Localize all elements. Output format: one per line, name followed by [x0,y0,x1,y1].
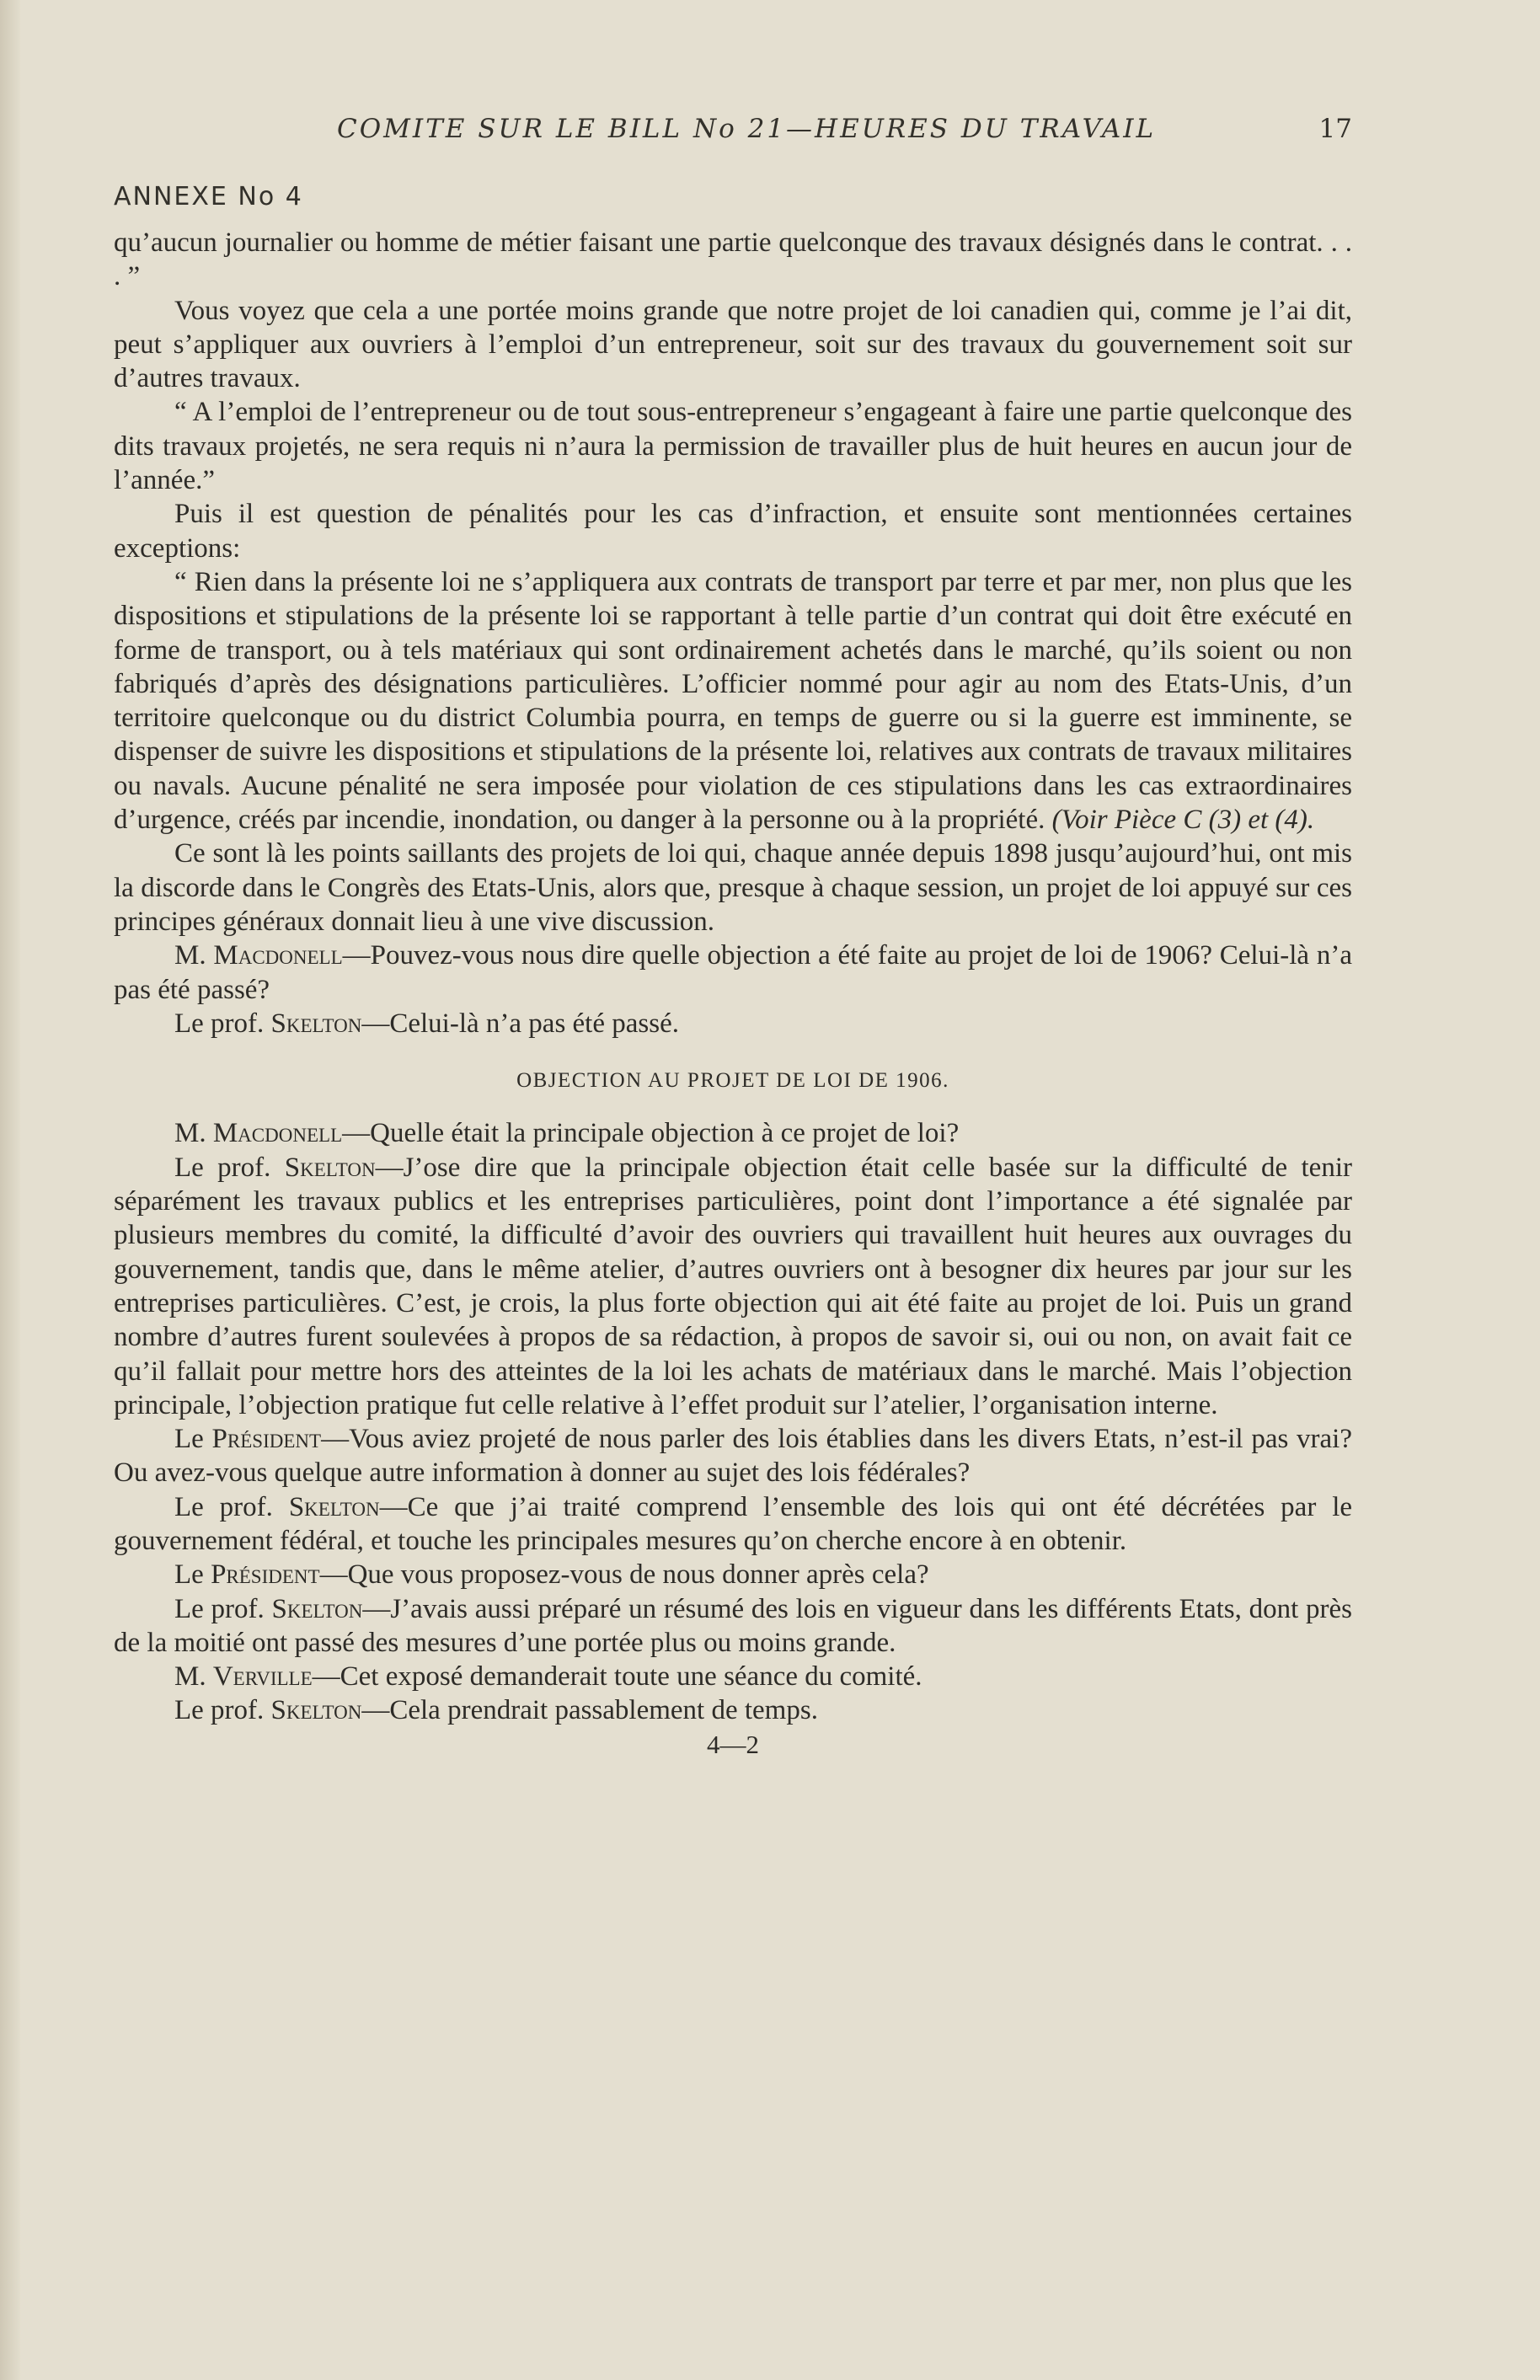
speech-text: —Ce que j’ai traité comprend l’ensemble des lois qui ont été décrétées par le gouvernement fédéral, et touche les principales mesures qu’on cherche encore à en obtenir. [114,1491,1353,1556]
speaker-name: Président [211,1559,320,1591]
speaker-name: Macdonell [212,1118,343,1149]
speaker-name: Skelton [270,1008,362,1039]
speaker-prefix: Le [174,1559,204,1591]
paragraph: “ A l’emploi de l’entrepreneur ou de tout sous-entrepreneur s’engageant à faire une partie quelconque des dits travaux projetés, ne sera requis ni n’aura la permission de travailler plus de huit heures en aucun jour de l’année.” [114,397,1352,496]
paragraph: Vous voyez que cela a une portée moins grande que notre projet de loi canadien qui, comme je l’ai dit, peut s’appliquer aux ouvriers à l’emploi d’un entrepreneur, soit sur des travaux du gouvernement soit sur d’autres travaux. [114,295,1352,394]
speaker-prefix: Le prof. [174,1695,265,1726]
speaker-prefix: Le prof. [174,1152,271,1183]
speech-text: —Pouvez-vous nous dire quelle objection a été faite au projet de loi de 1906? Celui-là n’a pas été passé? [114,940,1352,1005]
running-title: COMITE SUR LE BILL No 21—HEURES DU TRAVAIL [337,114,1157,144]
speech-text: —J’avais aussi préparé un résumé des lois en vigueur dans les différents Etats, dont près de la moitié ont passé des mesures d’une portée plus ou moins grande. [114,1593,1353,1658]
dialogue-line [114,1592,1352,1661]
page-number: 17 [1318,114,1352,144]
dialogue-line [114,1660,1352,1693]
speaker-prefix: Le prof. [174,1491,273,1522]
section-heading: OBJECTION AU PROJET DE LOI DE 1906. [516,1069,949,1093]
dialogue-line [114,1151,1352,1422]
speaker-prefix: M. [174,1118,206,1149]
speaker-name: Skelton [271,1593,363,1624]
page-binding-edge [0,0,20,2380]
speech-text: —Celui-là n’a pas été passé. [361,1008,679,1039]
speech-text: —J’ose dire que la principale objection était celle basée sur la difficulté de tenir séparément les travaux publics et les entreprises particulières, point dont l’importance a été signalée par plusieurs membres du comité, la difficulté d’avoir des ouvriers qui travaillent huit heures aux ouvrages du gouvernement, tandis que, dans le même atelier, d’autres ouvriers ont à besogner dix heures par jour sur les entreprises particulières. C’est, je crois, la plus forte objection qui ait été faite au projet de loi. Puis un grand nombre d’autres furent soulevées à propos de sa rédaction, à propos de savoir si, oui ou non, on avait fait ce qu’il fallait pour mettre hors des atteintes de la loi les achats de matériaux dans le marché. Mais l’objection principale, l’objection pratique fut celle relative à l’effet produit sur l’atelier, l’organisation interne. [114,1152,1352,1420]
annex-label: ANNEXE No 4 [114,182,303,211]
dialogue-line [114,939,1352,1007]
speaker-name: Verville [212,1661,313,1693]
paragraph: Puis il est question de pénalités pour les cas d’infraction, et ensuite sont mentionnées certaines exceptions: [114,499,1352,564]
speech-text: —Que vous proposez-vous de nous donner après cela? [319,1559,929,1591]
paragraph: qu’aucun journalier ou homme de métier faisant une partie quelconque des travaux désignés dans le contrat. . . . ” [114,227,1352,292]
quoted-text: “ Rien dans la présente loi ne s’appliquera aux contrats de transport par terre et par mer, non plus que les dispositions et stipulations de la présente loi se rapportant à telle partie d’un contrat qui doit être exécuté en forme de transport, ou à tels matériaux qui sont ordinairement achetés dans le marché, qu’ils soient ou non fabriqués d’après des désignations particulières. L’officier nommé pour agir au nom des Etats-Unis, d’un territoire quelconque ou du district Columbia pourra, en temps de guerre ou si la guerre est imminente, se dispenser de suivre les dispositions et stipulations de la présente loi, relatives aux contrats de travaux militaires ou navals. Aucune pénalité ne sera imposée pour violation de ces stipulations dans les cas extraordinaires d’urgence, créés par incendie, inondation, ou danger à la personne ou à la propriété. [114,566,1352,836]
speaker-prefix: Le prof. [174,1008,265,1039]
speaker-prefix: Le [174,1424,204,1455]
dialogue-line [114,1422,1352,1490]
signature-mark: 4—2 [707,1729,759,1759]
paragraph: Ce sont là les points saillants des projets de loi qui, chaque année depuis 1898 jusqu’aujourd’hui, ont mis la discorde dans le Congrès des Etats-Unis, alors que, presque à chaque session, un projet de loi appuyé sur ces principes généraux donnait lieu à une vive discussion. [114,838,1352,937]
speaker-prefix: M. [174,1661,206,1693]
dialogue-line [114,1116,1352,1150]
speech-text: —Cela prendrait passablement de temps. [361,1695,818,1726]
speaker-prefix: M. [174,940,206,971]
speaker-name: Skelton [288,1491,380,1522]
speaker-prefix: Le prof. [174,1593,265,1624]
paragraph [114,565,1352,837]
speech-text: —Cet exposé demanderait toute une séance du comité. [312,1661,922,1693]
speech-text: —Vous aviez projeté de nous parler des lois établies dans les divers Etats, n’est-il pas vrai? Ou avez-vous quelque autre information à donner au sujet des lois fédérales? [114,1424,1352,1489]
dialogue-line [114,1490,1352,1559]
dialogue-line [114,1693,1352,1727]
body-text [114,226,1352,1762]
speaker-name: Macdonell [213,940,343,971]
dialogue-line [114,1558,1352,1591]
speaker-name: Skelton [270,1695,362,1726]
speaker-name: Président [211,1424,322,1455]
dialogue-line [114,1007,1352,1040]
speaker-name: Skelton [284,1152,376,1183]
speech-text: —Quelle était la principale objection à ce projet de loi? [342,1118,960,1149]
reference-note: (Voir Pièce C (3) et (4). [1051,805,1315,836]
